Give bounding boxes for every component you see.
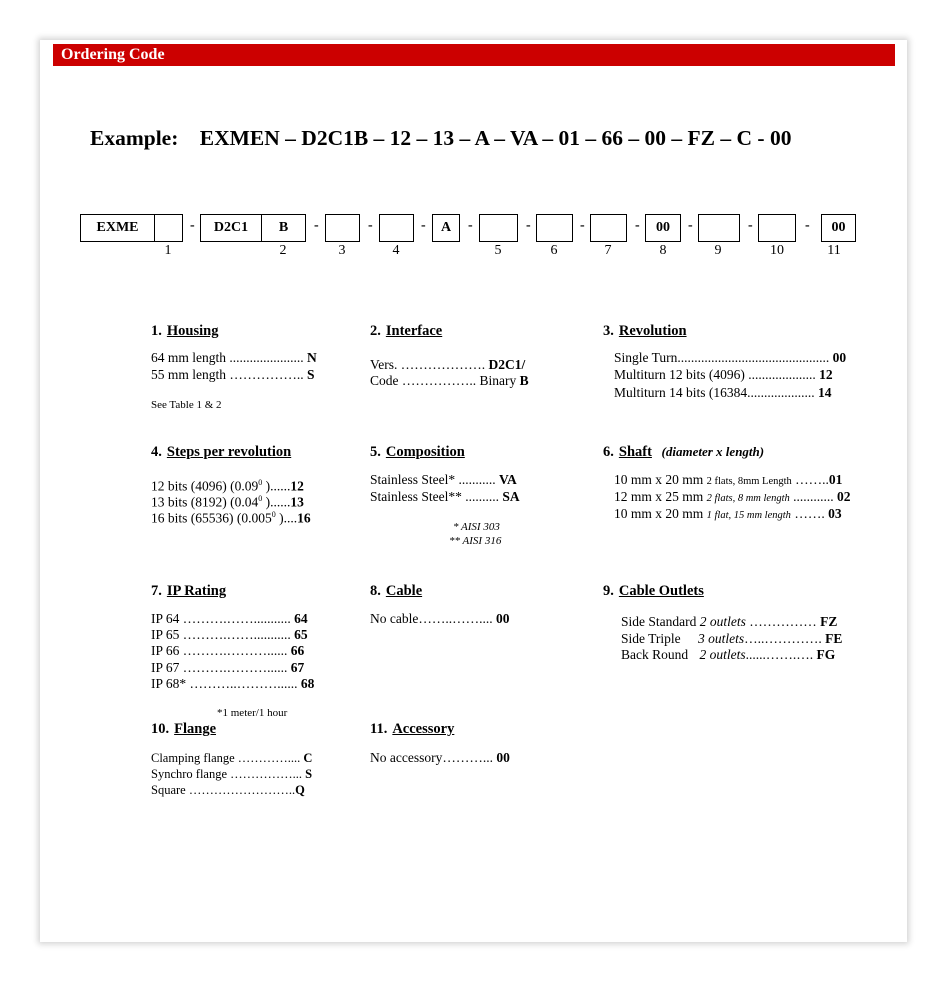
option-row [614,506,842,522]
option-label: Square …………………….. [151,783,296,797]
option-label: Synchro flange ……………... [151,767,303,781]
option-code: S [305,767,313,781]
section-title-interface [370,323,442,340]
section-number: 10. [151,721,170,737]
option-row [621,614,837,630]
position-number: 2 [279,243,287,258]
position-number: 10 [770,243,784,258]
option-dots: …………… [745,614,817,629]
option-row [151,611,308,627]
option-label: IP 64 ……….……........... [151,611,291,626]
option-label: IP 66 ……….………...... [151,643,288,658]
option-detail: 3 outlets [698,631,745,646]
code-dash: - [580,218,585,233]
section-heading: Steps per revolution [166,444,292,460]
code-box [758,214,796,242]
section-heading: Cable Outlets [618,583,704,599]
option-row [370,750,510,766]
code-box: B [261,214,306,242]
code-dash: - [421,218,426,233]
option-label: No cable……..…….... [370,611,493,626]
option-label: Side Standard [621,614,697,629]
option-code: 12 [290,478,304,494]
example-code [90,126,791,151]
option-dots: ……. [790,506,825,521]
option-code: N [307,350,317,365]
section-number: 11. [370,721,388,737]
option-code: FE [825,631,843,646]
code-box: D2C1 [200,214,262,242]
option-row [614,350,846,366]
code-box: 00 [821,214,856,242]
option-detail: 2 flats, 8 mm length [706,493,790,504]
option-row [151,676,314,692]
option-row [370,489,520,505]
option-code: 03 [828,506,842,521]
section-number: 8. [370,583,381,599]
option-row [151,350,317,366]
section-number: 2. [370,323,381,339]
section-title-ip-rating [151,583,226,600]
section-number: 7. [151,583,162,599]
option-label: Back Round [621,647,689,662]
position-number: 6 [550,243,558,258]
option-row [151,783,305,798]
option-row [151,751,312,766]
option-code: 01 [828,472,843,487]
option-dots: )...... [262,478,291,494]
option-row [151,643,304,659]
section-title-composition [370,444,465,461]
degree-mark: 0 [258,478,263,487]
footnote: *1 meter/1 hour [217,707,288,719]
section-heading: Housing [166,323,219,339]
section-title-cable [370,583,422,600]
option-dots: ).... [275,510,298,526]
code-dash: - [688,218,693,233]
footnote: ** AISI 316 [449,535,502,547]
section-title-flange [151,721,216,738]
option-code: B [519,373,529,388]
option-row [151,478,304,495]
section-heading: IP Rating [166,583,227,599]
code-dash: - [748,218,753,233]
position-number: 8 [659,243,667,258]
option-row [151,660,304,676]
option-row [370,611,509,627]
option-label: Stainless Steel* ........... [370,472,496,487]
example-value: EXMEN – D2C1B – 12 – 13 – A – VA – 01 – 66 – 00 – FZ – C - 00 [199,126,792,150]
code-box [590,214,627,242]
option-code: 66 [290,643,305,658]
option-row [151,627,308,643]
code-box [479,214,518,242]
position-number: 9 [714,243,722,258]
option-code: 64 [294,611,308,626]
option-row [151,767,312,782]
option-code: 02 [837,489,851,504]
option-label: 64 mm length ...................... [151,350,304,365]
position-number: 3 [338,243,346,258]
position-number: 11 [827,243,841,258]
option-row [621,631,842,647]
code-box [154,214,183,242]
option-label: No accessory………... [370,750,493,765]
code-box: EXME [80,214,155,242]
position-number: 4 [392,243,400,258]
option-code: 14 [818,385,832,400]
option-label: Vers. ………………. [370,357,486,372]
option-dots: )...... [262,494,291,510]
section-heading: Accessory [392,721,455,737]
option-row [370,472,517,488]
section-heading: Cable [385,583,423,599]
section-heading: Flange [174,721,217,737]
option-row [151,367,315,383]
section-banner: Ordering Code [53,44,895,66]
option-row [614,489,851,505]
option-row [370,373,529,389]
code-box [325,214,360,242]
option-row [621,647,835,663]
option-label: IP 65 ……….……........... [151,627,291,642]
section-subtitle: (diameter x length) [661,444,765,459]
option-code: 12 [819,367,833,382]
option-label: Side Triple [621,631,681,646]
section-number: 5. [370,444,381,460]
option-detail: 2 outlets [699,614,746,629]
code-box [379,214,414,242]
section-number: 6. [603,444,614,460]
option-label: 12 mm x 25 mm [614,489,704,504]
section-title-housing [151,323,218,340]
option-detail: 1 flat, 15 mm length [706,510,791,521]
option-label: Single Turn............................................. [614,350,830,365]
code-dash: - [368,218,373,233]
code-dash: - [526,218,531,233]
section-title-steps [151,444,291,461]
position-number: 1 [164,243,172,258]
option-detail: 2 outlets [699,647,746,662]
option-label: 16 bits (65536) (0.005 [151,510,272,526]
option-code: 00 [832,350,847,365]
section-number: 9. [603,583,614,599]
option-row [614,385,832,401]
option-code: Q [295,783,305,797]
code-dash: - [635,218,640,233]
option-dots: ......…….…. [745,647,814,662]
section-title-revolution [603,323,687,340]
option-dots: …..…………. [744,631,822,646]
option-label: Multiturn 12 bits (4096) .................... [614,367,816,382]
option-code: 65 [294,627,308,642]
option-label: Clamping flange ………….... [151,751,301,765]
option-code: 13 [290,494,304,510]
option-label: Multiturn 14 bits (16384.................... [614,385,815,400]
option-code: C [303,751,313,765]
option-code: 67 [290,660,305,675]
section-heading: Composition [385,444,465,460]
option-label: Stainless Steel** .......... [370,489,499,504]
code-box [698,214,740,242]
code-dash: - [468,218,473,233]
option-code: SA [502,489,520,504]
option-code: 16 [297,510,311,526]
option-dots: ............ [789,489,834,504]
section-note: See Table 1 & 2 [151,399,222,411]
option-label: IP 67 ……….………...... [151,660,288,675]
option-code: D2C1/ [488,357,526,372]
option-dots: …….. [791,472,829,487]
code-dash: - [314,218,319,233]
example-label: Example: [90,126,179,150]
section-title-cable-outlets [603,583,704,600]
option-code: 68 [300,676,315,691]
option-label: IP 68* ………..………...... [151,676,298,691]
code-dash: - [805,218,810,233]
option-detail: 2 flats, 8mm Length [706,476,792,487]
footnote: * AISI 303 [453,521,500,533]
section-number: 1. [151,323,162,339]
position-number: 7 [604,243,612,258]
section-heading: Revolution [618,323,687,339]
option-code: 00 [495,611,510,626]
position-number: 5 [494,243,502,258]
option-label: 10 mm x 20 mm [614,506,704,521]
option-label: Code …………….. Binary [370,373,517,388]
code-dash: - [190,218,195,233]
section-heading: Interface [385,323,443,339]
option-row [614,472,842,488]
degree-mark: 0 [258,494,263,503]
option-code: FZ [820,614,838,629]
code-box: 00 [645,214,681,242]
option-row [614,367,833,383]
code-box [536,214,573,242]
section-title-accessory [370,721,454,738]
option-row [151,494,304,511]
option-code: FG [816,647,836,662]
option-code: S [307,367,315,382]
degree-mark: 0 [271,510,276,519]
option-label: 10 mm x 20 mm [614,472,704,487]
section-title-shaft [603,444,764,461]
option-label: 12 bits (4096) (0.09 [151,478,259,494]
code-box: A [432,214,460,242]
section-heading: Shaft [618,444,652,460]
option-label: 13 bits (8192) (0.04 [151,494,259,510]
option-label: 55 mm length …………….. [151,367,304,382]
option-row [370,357,525,373]
section-number: 3. [603,323,614,339]
option-code: 00 [496,750,510,765]
section-number: 4. [151,444,162,460]
option-row [151,510,311,527]
option-code: VA [499,472,517,487]
